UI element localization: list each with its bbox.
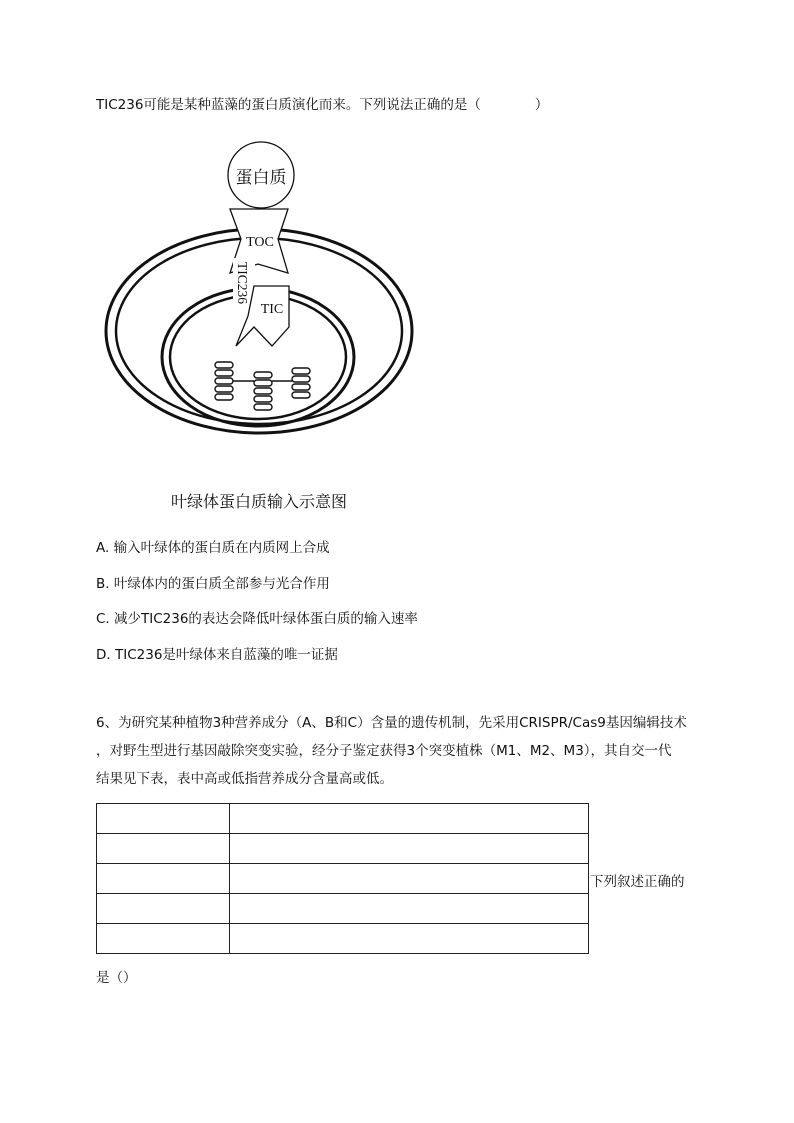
diagram-caption: 叶绿体蛋白质输入示意图: [171, 492, 348, 511]
option-text: 减少TIC236的表达会降低叶绿体蛋白质的输入速率: [114, 611, 418, 627]
table-cell: [230, 864, 589, 894]
tic236-label: TIC236: [235, 262, 250, 304]
option-letter: C.: [96, 611, 110, 627]
chloroplast-protein-import-diagram: [96, 138, 426, 518]
toc-label: TOC: [246, 235, 274, 250]
question6-line1: 6、为研究某种植物3种营养成分（A、B和C）含量的遗传机制，先采用CRISPR/Cas9基因编辑技术: [96, 715, 687, 731]
option-b: [96, 574, 330, 594]
option-letter: A.: [96, 540, 110, 556]
option-a: [96, 538, 330, 558]
table-cell: [230, 894, 589, 924]
question6-line3: 结果见下表，表中高或低指营养成分含量高或低。: [96, 771, 393, 787]
table-row: [97, 834, 589, 864]
table-row: [97, 864, 589, 894]
option-text: 叶绿体内的蛋白质全部参与光合作用: [113, 576, 330, 592]
tic-label: TIC: [260, 302, 284, 317]
question6-side-text: 下列叙述正确的: [590, 874, 685, 890]
question6-tail: 是（）: [96, 970, 137, 986]
option-text: TIC236是叶绿体来自蓝藻的唯一证据: [114, 647, 338, 663]
option-d: [96, 645, 338, 665]
table-row: [97, 924, 589, 954]
table-cell: [230, 924, 589, 954]
table-cell: [230, 834, 589, 864]
question6-line2: ，对野生型进行基因敲除突变实验，经分子鉴定获得3个突变植株（M1、M2、M3），其自交一代: [96, 743, 672, 759]
table-row: [97, 894, 589, 924]
option-letter: D.: [96, 647, 111, 663]
table-cell: [97, 804, 230, 834]
question5-stem: TIC236可能是某种蓝藻的蛋白质演化而来。下列说法正确的是（ ）: [96, 97, 549, 113]
table-cell: [97, 924, 230, 954]
table-cell: [230, 804, 589, 834]
option-letter: B.: [96, 576, 110, 592]
thylakoid-grana: [215, 362, 310, 410]
protein-label: 蛋白质: [235, 168, 287, 187]
results-table: [96, 803, 589, 954]
option-c: [96, 609, 418, 629]
table-cell: [97, 834, 230, 864]
table-row: [97, 804, 589, 834]
option-text: 输入叶绿体的蛋白质在内质网上合成: [113, 540, 330, 556]
table-cell: [97, 894, 230, 924]
table-cell: [97, 864, 230, 894]
